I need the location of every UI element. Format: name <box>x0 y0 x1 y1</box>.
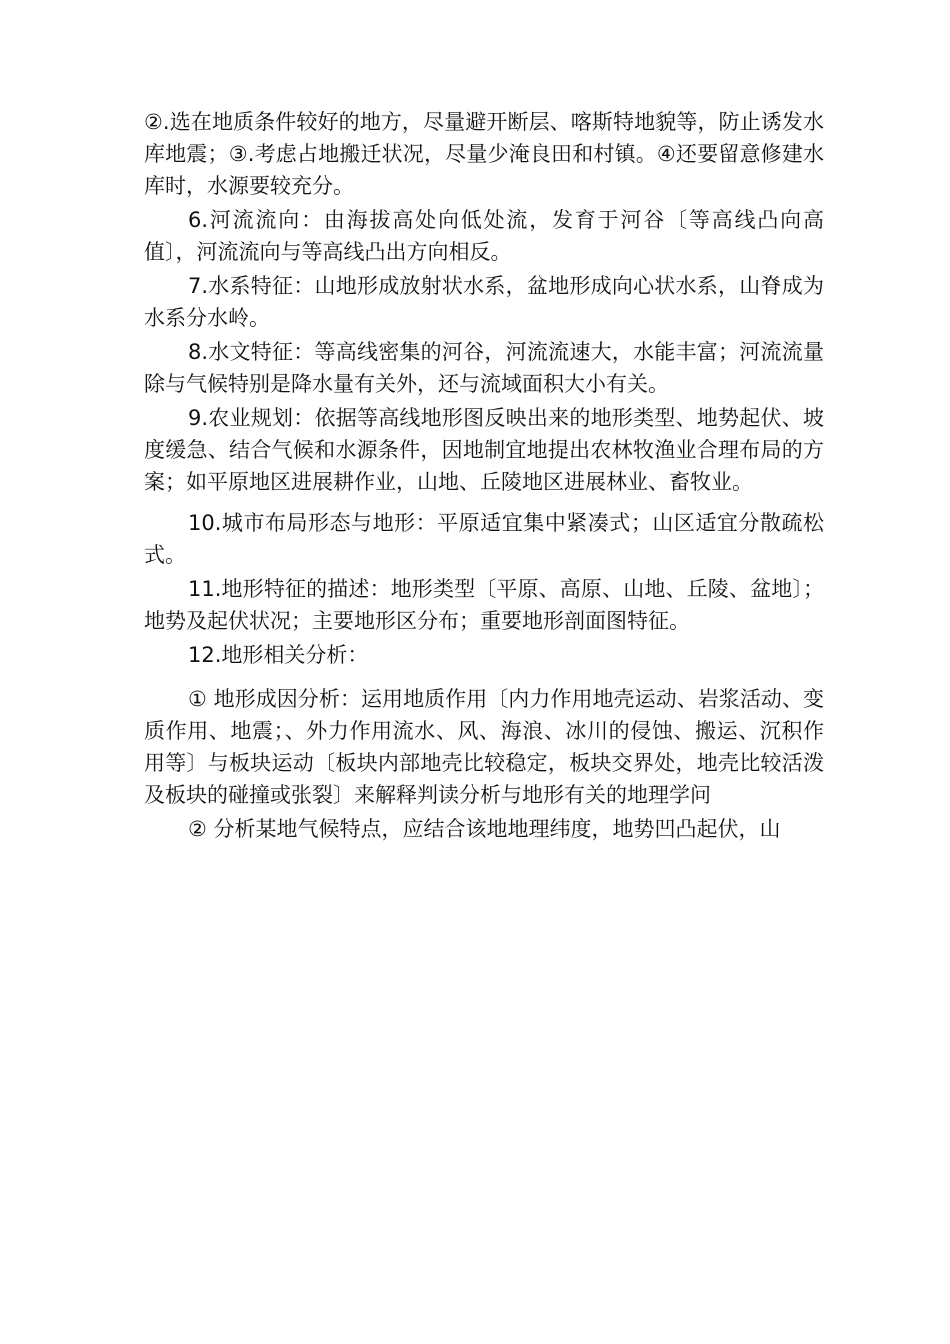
paragraph-terrain-description: 11.地形特征的描述：地形类型〔平原、高原、山地、丘陵、盆地〕；地势及起伏状况；主要地形区分布；重要地形剖面图特征。 <box>144 577 824 633</box>
document-body <box>144 106 824 845</box>
paragraph-river-flow-direction: 6.河流流向：由海拔高处向低处流，发育于河谷〔等高线凸向高值〕，河流流向与等高线凸出方向相反。 <box>144 208 824 264</box>
paragraph-reservoir-site: ②.选在地质条件较好的地方，尽量避开断层、喀斯特地貌等，防止诱发水库地震；③.考虑占地搬迁状况，尽量少淹良田和村镇。④还要留意修建水库时，水源要较充分。 <box>144 110 824 198</box>
paragraph-terrain-cause: ① 地形成因分析：运用地质作用〔内力作用地壳运动、岩浆活动、变质作用、地震；、外力作用流水、风、海浪、冰川的侵蚀、搬运、沉积作用等〕与板块运动〔板块内部地壳比较稳定，板块交界处，地壳比较活泼及板块的碰撞或张裂〕来解释判读分析与地形有关的地理学问 <box>144 687 824 807</box>
paragraph-agriculture-planning: 9.农业规划：依据等高线地形图反映出来的地形类型、地势起伏、坡度缓急、结合气候和水源条件，因地制宜地提出农林牧渔业合理布局的方案；如平原地区进展耕作业，山地、丘陵地区进展林业、畜牧业。 <box>144 406 824 494</box>
paragraph-terrain-analysis-heading: 12.地形相关分析： <box>188 643 369 667</box>
paragraph-climate-analysis: ② 分析某地气候特点，应结合该地地理纬度，地势凹凸起伏，山 <box>188 817 781 841</box>
paragraph-city-layout: 10.城市布局形态与地形：平原适宜集中紧凑式；山区适宜分散疏松式。 <box>144 511 824 567</box>
paragraph-river-system: 7.水系特征：山地形成放射状水系，盆地形成向心状水系，山脊成为水系分水岭。 <box>144 274 824 330</box>
paragraph-hydrology: 8.水文特征：等高线密集的河谷，河流流速大，水能丰富；河流流量除与气候特别是降水量有关外，还与流域面积大小有关。 <box>144 340 824 396</box>
